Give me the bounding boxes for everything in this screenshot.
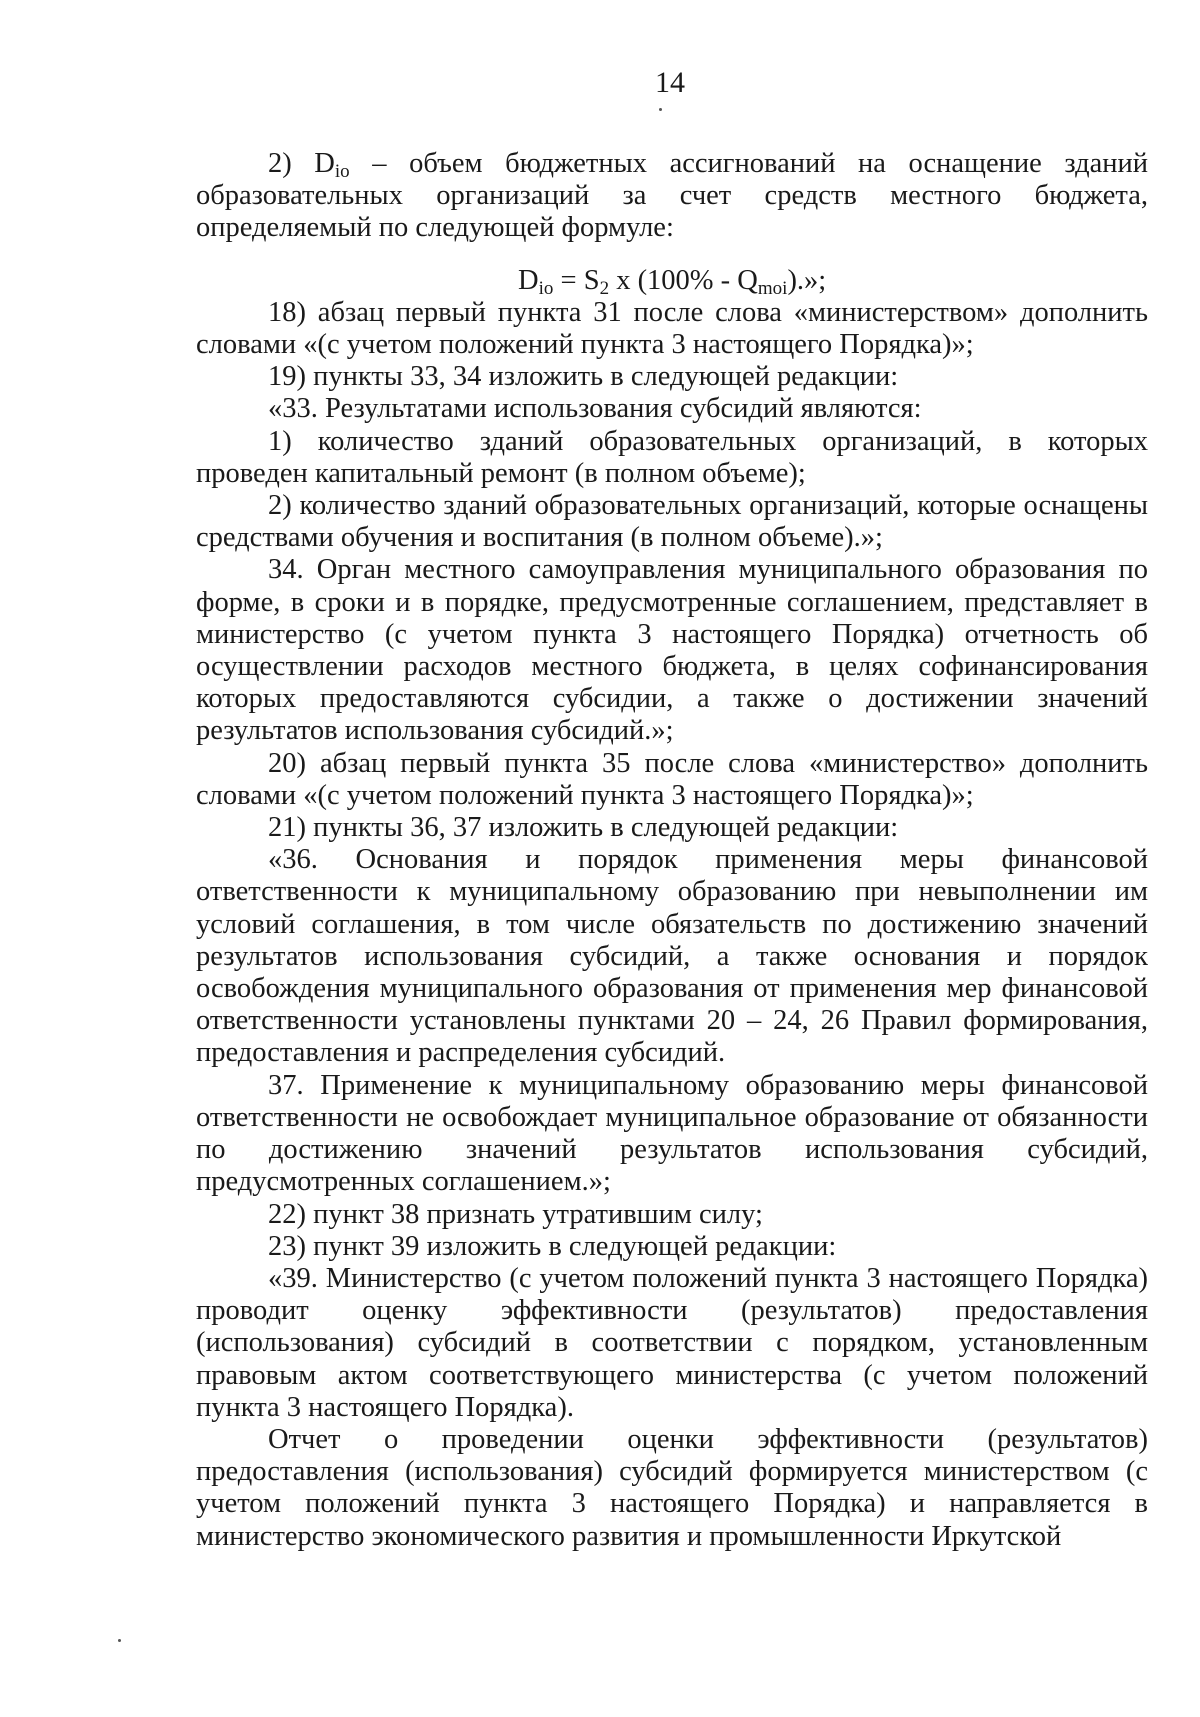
paragraph-item-2: 2) $D_{io}$ – объем бюджетных ассигнований на оснащение зданий образовательных организаций за счет средств местного бюджета, определяемый по следующей формуле: — [196, 148, 1148, 244]
paragraph-clause-37: 37. Применение к муниципальному образованию меры финансовой ответственности не освобождает муниципальное образование от обязанности по достижению значений результатов использования субсидий, предусмотренных соглашением.»; — [196, 1069, 1148, 1198]
page-number: 14 — [655, 66, 685, 99]
scan-speck — [659, 108, 662, 111]
paragraph-clause-33: «33. Результатами использования субсидий являются: — [268, 393, 922, 425]
document-body — [196, 148, 1148, 1553]
paragraph-amendment-18: 18) абзац первый пункта 31 после слова «министерством» дополнить словами «(с учетом положений пункта 3 настоящего Порядка)»; — [196, 296, 1148, 361]
paragraph-amendment-20: 20) абзац первый пункта 35 после слова «министерство» дополнить словами «(с учетом положений пункта 3 настоящего Порядка)»; — [196, 747, 1148, 811]
scan-speck — [118, 1639, 121, 1642]
paragraph-result-2: 2) количество зданий образовательных организаций, которые оснащены средствами обучения и воспитания (в полном объеме).»; — [196, 490, 1148, 554]
paragraph-result-1: 1) количество зданий образовательных организаций, в которых проведен капитальный ремонт (в полном объеме); — [196, 425, 1148, 489]
paragraph-report: Отчет о проведении оценки эффективности (результатов) предоставления (использования) субсидий формируется министерством (с учетом положений пункта 3 настоящего Порядка) и направляется в министерство экономического развития и промышленности Иркутской — [196, 1423, 1148, 1552]
paragraph-clause-39: «39. Министерство (с учетом положений пункта 3 настоящего Порядка) проводит оценку эффективности (результатов) предоставления (использования) субсидий в соответствии с порядком, установленным правовым актом соответствующего министерства (с учетом положений пункта 3 настоящего Порядка). — [196, 1262, 1148, 1423]
paragraph-clause-36: «36. Основания и порядок применения меры финансовой ответственности к муниципальному образованию при невыполнении им условий соглашения, в том числе обязательств по достижению значений результатов использования субсидий, а также основания и порядок освобождения муниципального образования от применения мер финансовой ответственности установлены пунктами 20 – 24, 26 Правил формирования, предоставления и распределения субсидий. — [196, 844, 1148, 1069]
paragraph-clause-34: 34. Орган местного самоуправления муниципального образования по форме, в сроки и в порядке, предусмотренные соглашением, представляет в министерство (с учетом пункта 3 настоящего Порядка) отчетность об осуществлении расходов местного бюджета, в целях софинансирования которых предоставляются субсидии, а также о достижении значений результатов использования субсидий.»; — [196, 554, 1148, 747]
paragraph-amendment-21: 21) пункты 36, 37 изложить в следующей редакции: — [268, 812, 899, 844]
paragraph-amendment-23: 23) пункт 39 изложить в следующей редакции: — [268, 1230, 837, 1262]
formula: $D_{io} = S_2$ x $(100\% - Q_{moi})$.»; — [518, 264, 827, 299]
paragraph-amendment-22: 22) пункт 38 признать утратившим силу; — [268, 1198, 763, 1230]
paragraph-amendment-19: 19) пункты 33, 34 изложить в следующей редакции: — [268, 361, 899, 393]
